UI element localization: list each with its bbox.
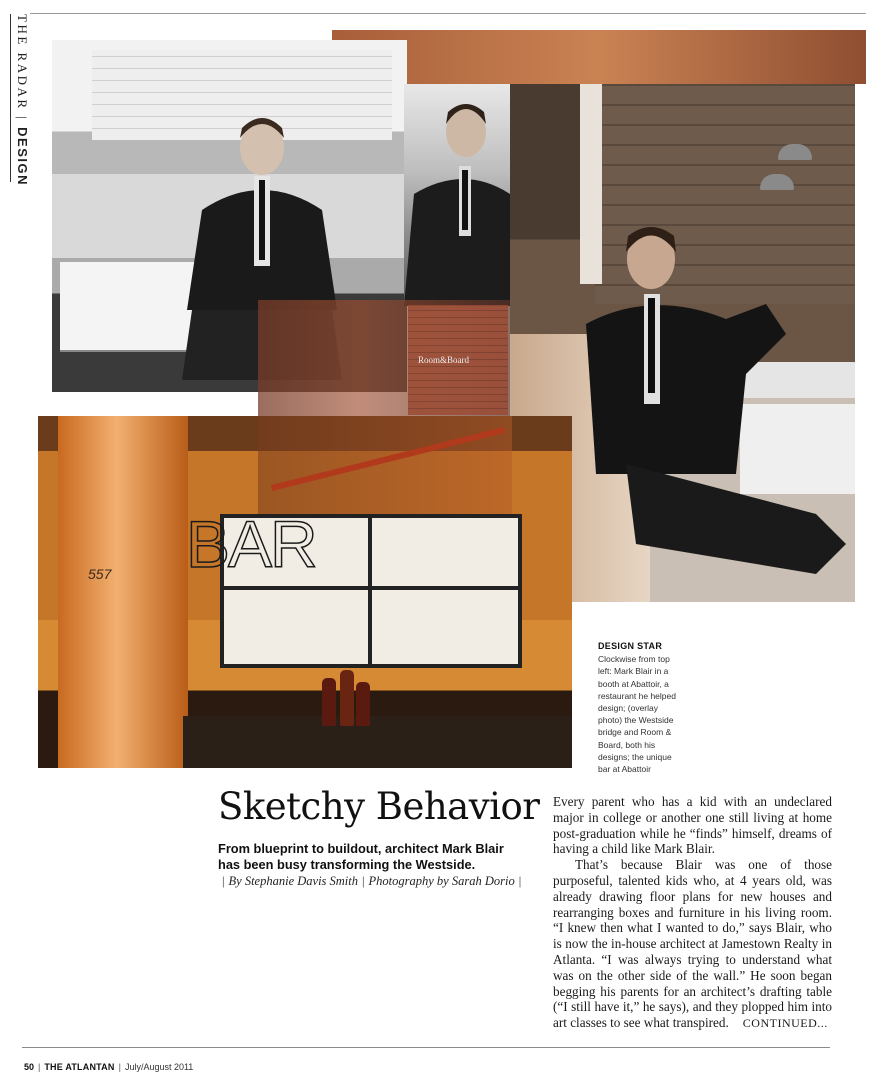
photo-overlay-bridge (258, 300, 512, 418)
dek: From blueprint to buildout, architect Mark Blair has been busy transforming the Westside. (218, 841, 504, 872)
paragraph-text: That’s because Blair was one of those purposeful, talented kids who, at 4 years old, was already drawing floor plans for new houses and rearranging boxes and furniture in his living room. “I knew then what I wanted to do,” says Blair, who is now the in-house architect at Jamestown Realty in Atlanta. “I was always trying to understand what was on the other side of the wall.” He soon began begging his parents for an architect’s drafting table (“I still have it,” he says), and they plopped him into art classes to see what transpired. (553, 857, 832, 1031)
section-rule (10, 14, 11, 182)
portrait-figure (404, 84, 510, 306)
column (58, 416, 188, 768)
bar-counter (183, 716, 572, 768)
footer-separator: | (118, 1062, 121, 1072)
byline-separator: | (362, 874, 365, 888)
bottle (322, 678, 336, 726)
section-tab (10, 14, 38, 184)
footer-separator: | (38, 1062, 41, 1072)
byline-separator: | (222, 874, 225, 888)
section-label (14, 14, 30, 186)
caption-text: Clockwise from top left: Mark Blair in a booth at Abattoir, a restaurant he helped design; (overlay photo) the Westside bridge and Room & Board, both his designs; the unique bar at Abattoir (598, 654, 676, 775)
footer-rule (22, 1047, 830, 1048)
issue-date: July/August 2011 (124, 1062, 194, 1072)
byline-separator: | (518, 874, 522, 888)
column-number: 557 (88, 566, 112, 582)
paragraph (553, 857, 832, 1032)
caption-title: DESIGN STAR (598, 641, 663, 651)
byline-photography: Photography by Sarah Dorio (368, 874, 515, 888)
headline: Sketchy Behavior (218, 785, 540, 828)
pendant-lamp (778, 144, 812, 160)
continued-link[interactable]: CONTINUED... (742, 1016, 828, 1031)
byline-author: By Stephanie Davis Smith (228, 874, 359, 888)
top-rule (30, 13, 866, 14)
footer (24, 1062, 193, 1072)
pendant-lamp (760, 174, 794, 190)
section-title: THE RADAR (15, 14, 30, 111)
bridge-overlay (258, 416, 512, 516)
photo-copper-strip (332, 30, 866, 84)
photo-caption (598, 640, 682, 775)
magazine-name: THE ATLANTAN (44, 1062, 115, 1072)
bar-sign: BAR (186, 507, 316, 581)
photo-portrait (404, 84, 510, 306)
page-number: 50 (24, 1062, 35, 1072)
photo-bar (38, 416, 572, 768)
section-category: DESIGN (15, 127, 30, 186)
room-and-board-sign: Room&Board (418, 355, 469, 365)
section-separator: | (15, 116, 30, 122)
seated-man-figure (566, 214, 846, 602)
paragraph: Every parent who has a kid with an undeclared major in college or another one still living at home post-graduation while he “finds” himself, dreams of having a child like Mark Blair. (553, 794, 832, 857)
bottle (340, 670, 354, 726)
byline (218, 874, 538, 889)
bottle (356, 682, 370, 726)
article-body (553, 794, 832, 1032)
